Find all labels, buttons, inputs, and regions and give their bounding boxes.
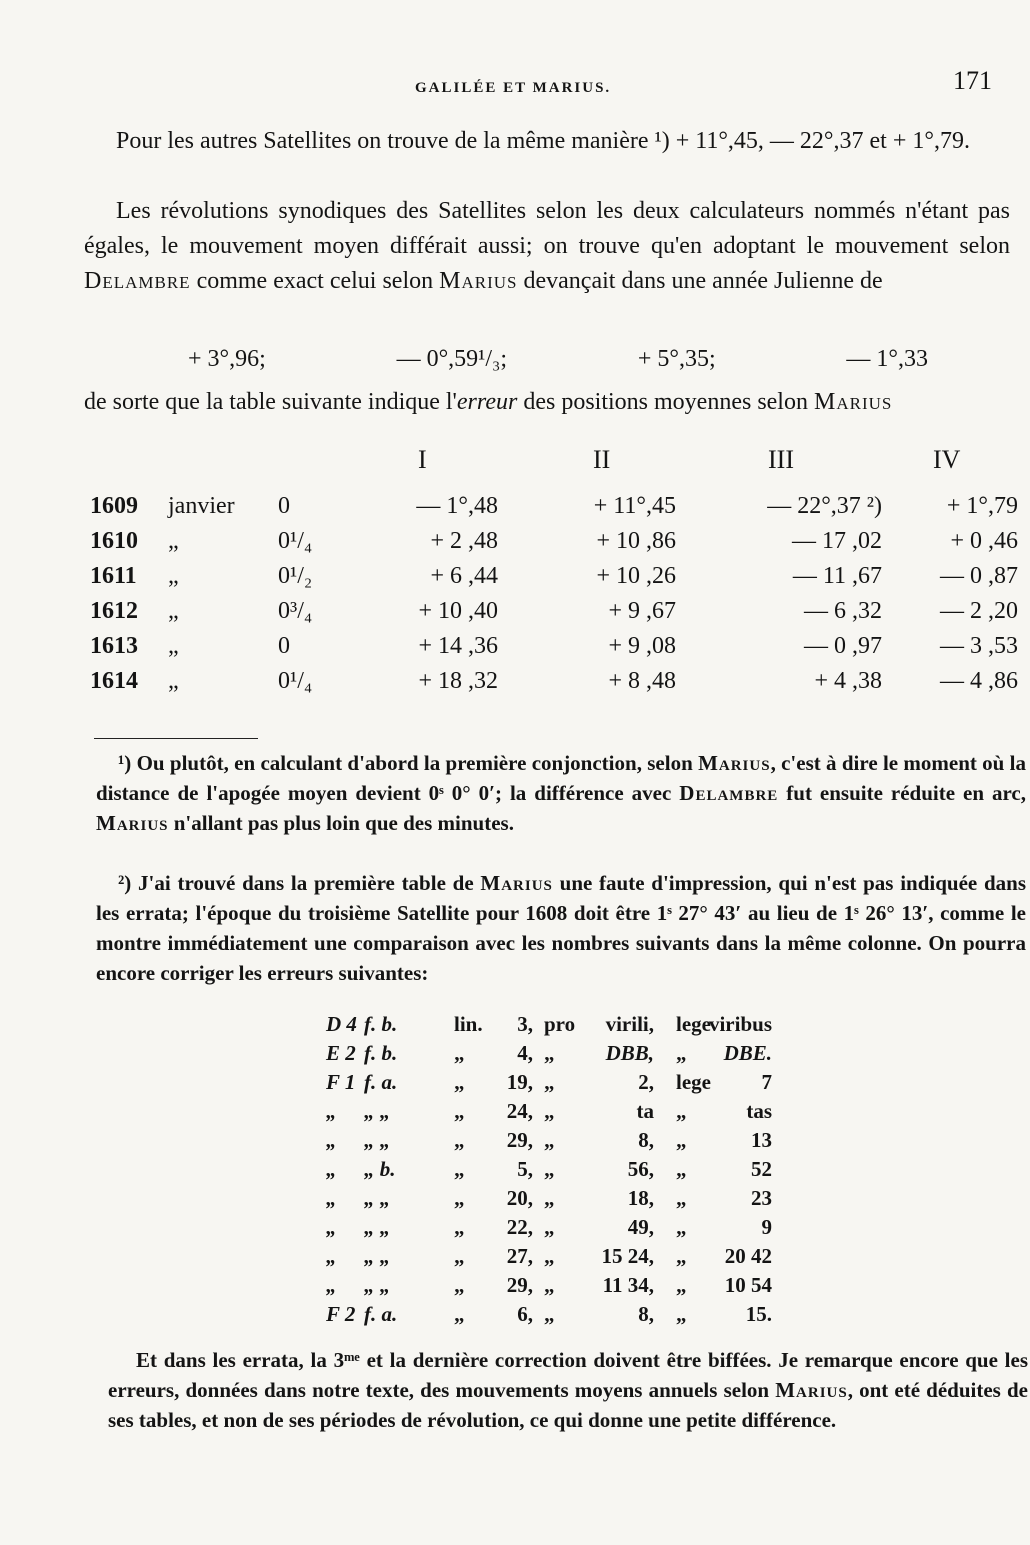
correction-cell: f. a. xyxy=(364,1070,398,1094)
correction-cell: f. a. xyxy=(364,1302,398,1326)
correction-cell: „ xyxy=(544,1244,555,1268)
correction-cell: F 2 xyxy=(326,1302,356,1326)
correction-cell: „ xyxy=(326,1128,337,1152)
page-header xyxy=(0,66,1030,106)
correction-cell: tas xyxy=(746,1099,772,1123)
name-marius: Marius xyxy=(813,389,893,415)
correction-cell: 15. xyxy=(745,1302,772,1326)
table-cell-month: „ xyxy=(168,563,179,589)
correction-cell: „ xyxy=(454,1041,465,1065)
table-cell-day: 0³/₄ xyxy=(278,598,313,624)
table-cell-iii: — 17 ,02 xyxy=(792,528,882,554)
word-erreur: erreur xyxy=(456,389,518,415)
correction-cell: „ „ xyxy=(364,1128,391,1152)
table-header xyxy=(88,445,1028,493)
correction-cell: „ xyxy=(454,1157,465,1181)
correction-cell: „ xyxy=(544,1041,555,1065)
correction-cell: „ xyxy=(454,1186,465,1210)
correction-cell: „ xyxy=(454,1244,465,1268)
paragraph-2-text-3: devançait dans une année Julienne de xyxy=(517,268,883,294)
correction-cell: „ xyxy=(326,1186,337,1210)
table-cell-ii: + 11°,45 xyxy=(593,493,676,519)
correction-cell: ta xyxy=(636,1099,654,1123)
footnote-2-text-2: une faute d'impression, qui n'est pas indiquée dans les errata; l'époque du troisième Satellite pour 1608 doit être 1ˢ 27° 43′ au lieu de 1ˢ 26° 13′, comme le montre immédiatement une comparaison avec les nombres suivants dans la même colonne. On pourra encore corriger les erreurs suivantes: xyxy=(96,871,1026,985)
correction-row xyxy=(326,1012,826,1041)
footnote-3-text-2: , ont eté déduites de ses tables, et non de ses périodes de révolution, ce qui donne une petite différence. xyxy=(108,1378,1028,1432)
correction-cell: 29, xyxy=(506,1128,533,1152)
running-title: GALILÉE ET MARIUS. xyxy=(415,80,612,96)
correction-row xyxy=(326,1157,826,1186)
correction-cell: „ xyxy=(454,1099,465,1123)
correction-cell: „ xyxy=(454,1070,465,1094)
paragraph-3 xyxy=(84,385,1010,420)
value-satellite-4: — 1°,33 xyxy=(846,346,928,372)
footnote-1-text-2: , c'est à dire le moment où la distance de l'apogée moyen devient 0ˢ 0° 0′; la différence avec xyxy=(96,751,1026,805)
correction-cell: virili, xyxy=(605,1012,654,1036)
paragraph-2-text-1: Les révolutions synodiques des Satellites selon les deux calculateurs nommés n'étant pas égales, le mouvement moyen différait aussi; on trouve qu'en adoptant le mouvement selon xyxy=(84,198,1010,259)
correction-row xyxy=(326,1302,826,1331)
value-satellite-3: + 5°,35; xyxy=(637,346,716,372)
correction-cell: lege xyxy=(676,1070,711,1094)
correction-row xyxy=(326,1215,826,1244)
correction-cell: „ „ xyxy=(364,1215,391,1239)
footnote-1-text-1: ¹) Ou plutôt, en calculant d'abord la première conjonction, selon xyxy=(118,751,699,775)
correction-row xyxy=(326,1128,826,1157)
footnote-separator xyxy=(94,738,258,739)
correction-cell: „ xyxy=(544,1186,555,1210)
footnote-3 xyxy=(108,1345,1028,1435)
footnote-2 xyxy=(96,868,1026,988)
table-cell-iii: — 11 ,67 xyxy=(792,563,882,589)
table-cell-year: 1614 xyxy=(90,668,138,694)
name-marius: Marius xyxy=(775,1378,848,1402)
yearly-advance-values xyxy=(188,346,928,373)
table-cell-iii: + 4 ,38 xyxy=(814,668,882,694)
table-cell-iii: — 0 ,97 xyxy=(804,633,882,659)
correction-cell: 13 xyxy=(751,1128,772,1152)
correction-cell: „ xyxy=(326,1215,337,1239)
correction-cell: „ xyxy=(454,1273,465,1297)
table-body xyxy=(88,493,1028,703)
table-cell-iv: + 1°,79 xyxy=(946,493,1018,519)
table-cell-i: + 2 ,48 xyxy=(430,528,498,554)
table-cell-month: „ xyxy=(168,598,179,624)
table-cell-ii: + 10 ,86 xyxy=(596,528,676,554)
table-cell-year: 1613 xyxy=(90,633,138,659)
paragraph-3-text-2: des positions moyennes selon xyxy=(517,389,814,415)
correction-cell: „ xyxy=(544,1157,555,1181)
correction-cell: 5, xyxy=(517,1157,533,1181)
correction-cell: „ xyxy=(676,1302,687,1326)
correction-cell: 2, xyxy=(638,1070,654,1094)
correction-cell: 18, xyxy=(627,1186,654,1210)
name-marius: Marius xyxy=(96,811,169,835)
correction-cell: 11 34, xyxy=(602,1273,654,1297)
correction-cell: „ xyxy=(676,1215,687,1239)
correction-cell: „ xyxy=(544,1215,555,1239)
column-header-ii: II xyxy=(593,445,611,474)
correction-cell: „ xyxy=(544,1273,555,1297)
column-header-iii: III xyxy=(768,445,794,474)
correction-cell: 20 42 xyxy=(724,1244,772,1268)
error-table xyxy=(88,445,1028,703)
correction-cell: „ xyxy=(454,1128,465,1152)
column-header-i: I xyxy=(418,445,427,474)
table-cell-ii: + 10 ,26 xyxy=(596,563,676,589)
table-row xyxy=(88,563,1028,598)
correction-cell: DBB, xyxy=(605,1041,654,1065)
correction-row xyxy=(326,1041,826,1070)
footnote-2-text-1: ²) J'ai trouvé dans la première table de xyxy=(118,871,481,895)
table-cell-month: janvier xyxy=(168,493,235,519)
table-cell-iv: — 0 ,87 xyxy=(940,563,1018,589)
table-cell-day: 0¹/₂ xyxy=(278,563,313,589)
table-cell-iv: — 3 ,53 xyxy=(940,633,1018,659)
name-delambre: Delambre xyxy=(679,781,779,805)
table-cell-iii: — 22°,37 ²) xyxy=(767,493,882,519)
table-cell-ii: + 8 ,48 xyxy=(608,668,676,694)
value-satellite-2: — 0°,59¹/₃; xyxy=(396,346,508,372)
table-cell-day: 0¹/₄ xyxy=(278,528,313,554)
name-marius: Marius xyxy=(439,268,518,294)
table-cell-i: + 18 ,32 xyxy=(418,668,498,694)
table-row xyxy=(88,668,1028,703)
correction-cell: „ „ xyxy=(364,1186,391,1210)
correction-row xyxy=(326,1273,826,1302)
table-cell-i: + 14 ,36 xyxy=(418,633,498,659)
footnote-3-text-1: Et dans les errata, la 3ᵐᵉ et la dernière correction doivent être biffées. Je remarque encore que les erreurs, données dans notre texte, des mouvements moyens annuels selon xyxy=(108,1348,1028,1402)
correction-cell: 23 xyxy=(751,1186,772,1210)
correction-cell: lege xyxy=(676,1012,711,1036)
table-cell-day: 0¹/₄ xyxy=(278,668,313,694)
correction-cell: F 1 xyxy=(326,1070,356,1094)
table-cell-iii: — 6 ,32 xyxy=(804,598,882,624)
correction-cell: f. b. xyxy=(364,1041,398,1065)
table-cell-year: 1610 xyxy=(90,528,138,554)
table-cell-month: „ xyxy=(168,528,179,554)
table-row xyxy=(88,598,1028,633)
table-cell-ii: + 9 ,67 xyxy=(608,598,676,624)
correction-row xyxy=(326,1244,826,1273)
footnote-1-text-4: n'allant pas plus loin que des minutes. xyxy=(168,811,514,835)
correction-cell: 20, xyxy=(506,1186,533,1210)
correction-cell: „ xyxy=(676,1273,687,1297)
correction-cell: „ xyxy=(676,1186,687,1210)
correction-row xyxy=(326,1186,826,1215)
correction-cell: E 2 xyxy=(326,1041,356,1065)
table-cell-day: 0 xyxy=(278,493,290,519)
table-cell-year: 1612 xyxy=(90,598,138,624)
table-row xyxy=(88,633,1028,668)
table-cell-i: + 6 ,44 xyxy=(430,563,498,589)
table-cell-iv: + 0 ,46 xyxy=(950,528,1018,554)
value-satellite-1: + 3°,96; xyxy=(188,346,266,372)
table-cell-month: „ xyxy=(168,668,179,694)
correction-row xyxy=(326,1099,826,1128)
correction-cell: „ „ xyxy=(364,1244,391,1268)
table-cell-iv: — 2 ,20 xyxy=(940,598,1018,624)
correction-cell: 8, xyxy=(638,1128,654,1152)
correction-cell: DBE. xyxy=(723,1041,772,1065)
paragraph-2-text-2: comme exact celui selon xyxy=(190,268,440,294)
correction-cell: „ xyxy=(544,1099,555,1123)
name-marius: Marius xyxy=(480,871,553,895)
correction-cell: „ xyxy=(676,1157,687,1181)
paragraph-3-text-1: de sorte que la table suivante indique l' xyxy=(84,389,457,415)
correction-cell: „ xyxy=(326,1273,337,1297)
correction-cell: „ xyxy=(326,1244,337,1268)
correction-cell: „ b. xyxy=(364,1157,396,1181)
correction-cell: viribus xyxy=(708,1012,772,1036)
table-cell-ii: + 9 ,08 xyxy=(608,633,676,659)
correction-cell: „ xyxy=(676,1244,687,1268)
correction-cell: 29, xyxy=(506,1273,533,1297)
correction-cell: „ xyxy=(454,1302,465,1326)
correction-row xyxy=(326,1070,826,1099)
correction-cell: „ xyxy=(326,1099,337,1123)
correction-cell: 8, xyxy=(638,1302,654,1326)
correction-cell: 7 xyxy=(761,1070,772,1094)
correction-cell: 3, xyxy=(517,1012,533,1036)
correction-cell: 15 24, xyxy=(601,1244,654,1268)
name-delambre: Delambre xyxy=(84,268,191,294)
table-cell-month: „ xyxy=(168,633,179,659)
table-cell-year: 1609 xyxy=(90,493,138,519)
table-cell-i: — 1°,48 xyxy=(416,493,498,519)
correction-cell: 49, xyxy=(627,1215,654,1239)
paragraph-2 xyxy=(84,194,1010,299)
correction-cell: 56, xyxy=(627,1157,654,1181)
correction-cell: 19, xyxy=(506,1070,533,1094)
correction-cell: 27, xyxy=(506,1244,533,1268)
correction-cell: 22, xyxy=(506,1215,533,1239)
footnote-1-text-3: fut ensuite réduite en arc, xyxy=(778,781,1026,805)
table-row xyxy=(88,528,1028,563)
correction-cell: 10 54 xyxy=(724,1273,772,1297)
name-marius: Marius xyxy=(698,751,771,775)
correction-cell: 52 xyxy=(751,1157,772,1181)
correction-cell: „ xyxy=(676,1128,687,1152)
footnote-1 xyxy=(96,748,1026,838)
correction-cell: 9 xyxy=(761,1215,772,1239)
correction-cell: 6, xyxy=(517,1302,533,1326)
table-cell-i: + 10 ,40 xyxy=(418,598,498,624)
table-row xyxy=(88,493,1028,528)
correction-cell: 24, xyxy=(506,1099,533,1123)
correction-cell: „ xyxy=(544,1302,555,1326)
table-cell-year: 1611 xyxy=(90,563,137,589)
table-cell-iv: — 4 ,86 xyxy=(940,668,1018,694)
page-number: 171 xyxy=(953,66,992,95)
correction-cell: f. b. xyxy=(364,1012,398,1036)
correction-cell: „ „ xyxy=(364,1273,391,1297)
correction-cell: „ „ xyxy=(364,1099,391,1123)
correction-cell: „ xyxy=(676,1099,687,1123)
correction-cell: pro xyxy=(544,1012,576,1036)
correction-cell: „ xyxy=(676,1041,687,1065)
correction-cell: „ xyxy=(326,1157,337,1181)
correction-cell: D 4 xyxy=(326,1012,357,1036)
correction-cell: 4, xyxy=(517,1041,533,1065)
table-cell-day: 0 xyxy=(278,633,290,659)
column-header-iv: IV xyxy=(933,445,961,474)
correction-cell: „ xyxy=(544,1128,555,1152)
correction-cell: „ xyxy=(454,1215,465,1239)
correction-cell: „ xyxy=(544,1070,555,1094)
errata-corrections-table xyxy=(326,1012,826,1331)
correction-cell: lin. xyxy=(454,1012,483,1036)
paragraph-1: Pour les autres Satellites on trouve de la même manière ¹) + 11°,45, — 22°,37 et + 1°,79. xyxy=(116,128,970,154)
